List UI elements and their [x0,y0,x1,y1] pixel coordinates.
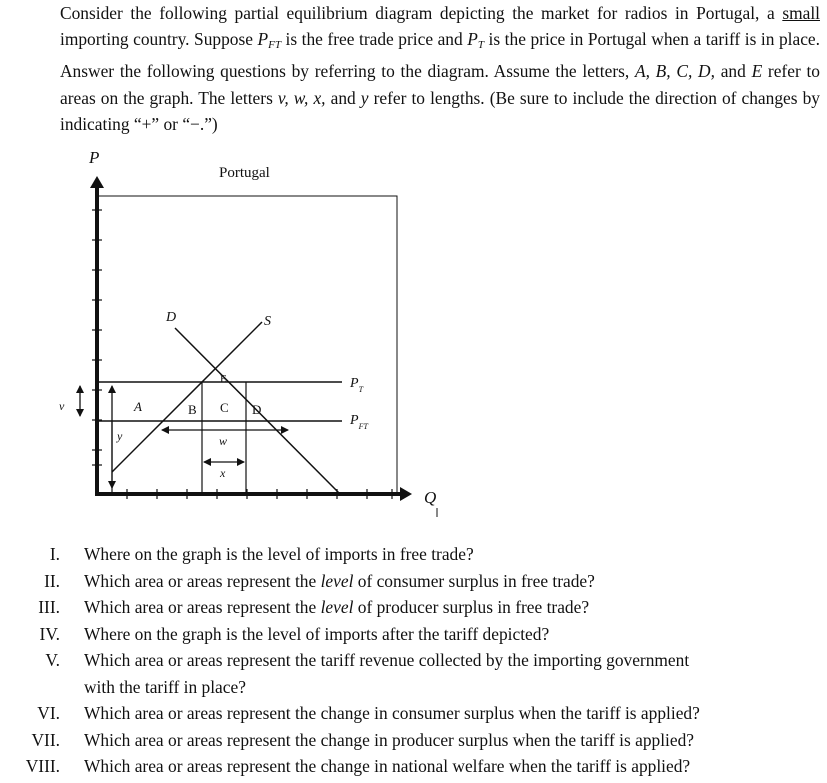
intro-length-last: y [360,87,369,108]
area-e-label: E [220,373,227,385]
intro-area-last: E [751,61,763,82]
y-axis-label: P [89,148,100,167]
length-y-label: y [117,429,123,443]
question-number: VI. [37,703,60,723]
question-1 [0,541,827,567]
x-axis-arrowhead [400,487,412,501]
intro-text-3: is the free trade price and [280,29,468,50]
question-text-continued: with the tariff in place? [84,676,246,697]
question-number: IV. [39,623,60,644]
question-text: Which area or areas represent the change in producer surplus when the tariff is applied? [84,729,695,750]
question-number: VIII. [25,756,60,776]
intro-text-8: refer to lengths. (Be sure to include the direction of changes by indicating “+” or “−.”) [60,87,820,134]
tariff-price-label: $P_T$ [350,376,364,394]
intro-text-4: is the price in Portugal when a tariff is in place. Answer the following questions by referring to the diagram. Assume the letters, [60,29,820,82]
question-4 [0,621,827,647]
demand-label: D [166,310,177,325]
intro-text-6: refer to areas on the graph. The letters [60,61,820,108]
intro-text-1: Consider the following partial equilibrium diagram depicting the market for radios in Portugal, a [60,3,783,23]
plot-frame [97,196,397,494]
pft-symbol: $P_{FT}$ [257,29,281,52]
area-d-label: D [252,402,262,417]
question-text: Which area or areas represent the change in national welfare when the tariff is applied? [84,756,691,776]
question-number: V. [45,650,60,670]
question-5-continued [0,674,827,700]
intro-underlined-small: small [782,3,820,23]
question-5 [0,647,827,673]
question-8 [0,753,827,779]
question-text: Which area or areas represent the change in consumer surplus when the tariff is applied? [84,703,700,723]
diagram-title: Portugal [219,165,270,181]
length-v-label: v [59,399,65,413]
question-7 [0,727,827,753]
question-text: Which area or areas represent the level of producer surplus in free trade? [84,597,590,617]
area-b-label: B [188,402,197,417]
area-a-label: A [134,399,142,414]
area-c-label: C [220,400,229,415]
pt-symbol: $P_T$ [467,29,484,52]
question-text: Which area or areas represent the tariff revenue collected by the importing government [84,650,690,670]
length-w-label: w [219,434,228,448]
intro-area-letters: A, B, C, D, [634,61,715,82]
supply-label: S [264,314,271,329]
question-3 [0,594,827,620]
question-text: Where on the graph is the level of imports in free trade? [84,544,474,564]
supply-curve [112,322,262,472]
x-axis-label: Q [424,488,437,507]
question-number: III. [38,597,60,617]
intro-text-7: and [325,87,361,108]
question-text: Which area or areas represent the level of consumer surplus in free trade? [84,570,595,591]
intro-text-2: importing country. Suppose [60,29,258,50]
intro-length-letters: v, w, x, [277,87,326,108]
question-number: II. [44,570,60,591]
intro-text-5: and [714,61,752,82]
question-number: I. [49,544,60,564]
y-axis-arrowhead [90,176,104,188]
question-number: VII. [31,729,60,750]
free-trade-price-label: $P_{FT}$ [350,413,368,431]
question-text: Where on the graph is the level of imports after the tariff depicted? [84,623,550,644]
length-x-label: x [220,466,226,480]
question-6 [0,700,827,726]
question-2 [0,568,827,594]
